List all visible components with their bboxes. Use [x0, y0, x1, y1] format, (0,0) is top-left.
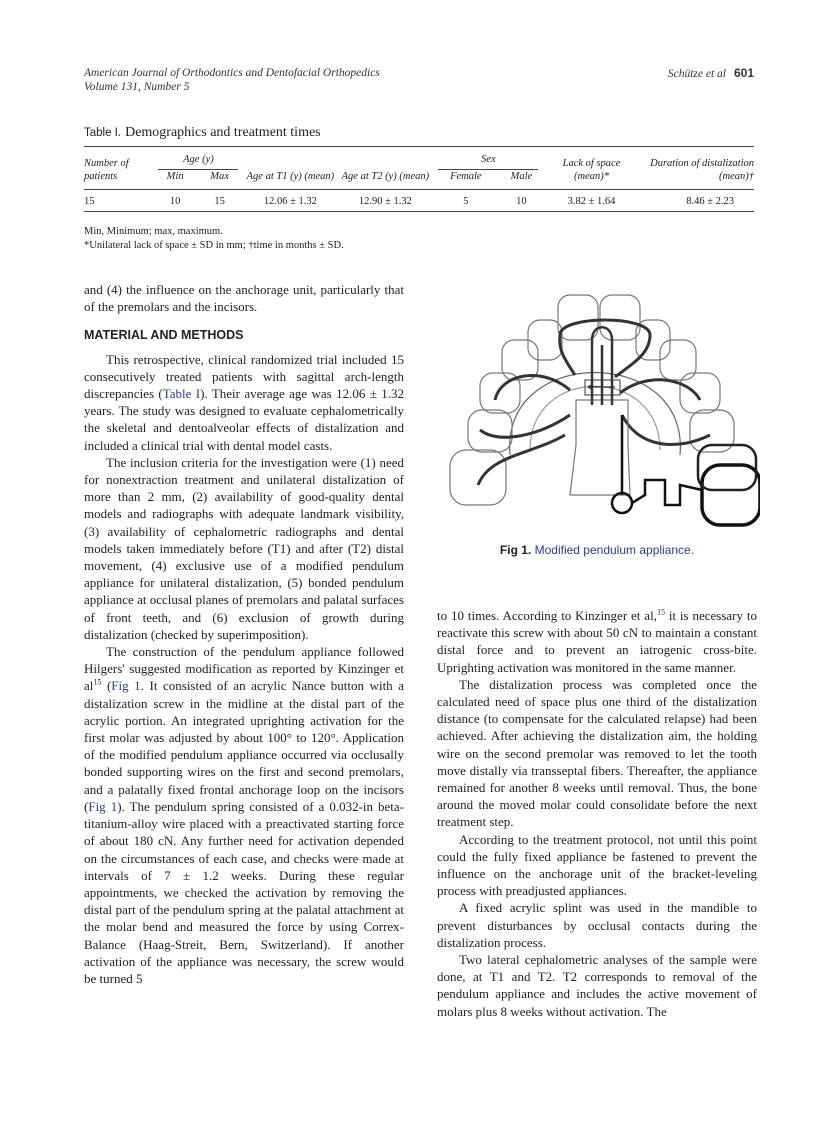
page-number: 601 — [733, 66, 754, 80]
table-link[interactable]: Table I — [162, 386, 201, 402]
paragraph: According to the treatment protocol, not until this point could the fully fixed appliance be fastened to prevent the influence on the anchorage unit of the bracket-leveling process with preadjusted appliances. — [437, 831, 757, 899]
cell-t1: 12.06 ± 1.32 — [263, 196, 317, 207]
authors: Schütze et al — [667, 68, 726, 80]
reference-link[interactable]: 15 — [93, 678, 102, 688]
th-age: Age (y) — [158, 153, 238, 170]
cell-t2: 12.90 ± 1.32 — [358, 196, 412, 207]
text: This retrospective, clinical randomized trial included 15 consecutively treated patients with sagittal arch-length discrepancies ( — [84, 351, 404, 402]
paragraph — [437, 607, 757, 676]
figure-label: Fig 1. — [499, 543, 532, 557]
th-female: Female — [450, 171, 482, 182]
reference-link[interactable]: 15 — [656, 607, 665, 617]
th-patients: Number of patients — [84, 158, 129, 182]
paragraph: A fixed acrylic splint was used in the mandible to prevent disturbances by occlusal contacts during the distalization process. — [437, 900, 757, 950]
left-column — [84, 281, 404, 987]
th-male: Male — [510, 171, 533, 182]
cell-male: 10 — [516, 196, 527, 207]
journal-name: American Journal of Orthodontics and Dentofacial Orthopedics — [84, 67, 380, 79]
paragraph: Two lateral cephalometric analyses of the sample were done, at T1 and T2. T2 corresponds to removal of the pendulum appliance and includes the active movement of molars plus 8 weeks without activation. The — [437, 952, 757, 1019]
cell-duration: 8.46 ± 2.23 — [686, 196, 734, 207]
th-lack: Lack of space (mean)* — [562, 158, 621, 182]
text: The construction of the pendulum appliance followed Hilgers' suggested modification as reported by Kinzinger et al — [84, 644, 404, 694]
figure-caption-text: Modified pendulum appliance. — [534, 543, 695, 557]
running-header-left — [84, 66, 380, 94]
th-min: Min — [166, 171, 184, 182]
th-age-t1: Age at T1 (y) (mean) — [246, 171, 335, 182]
paragraph: The construction of the pendulum appliance followed Hilgers' suggested modification as reported by Kinzinger et $al^{15}$ (Fig 1. It consisted of an acrylic Nance button with a distalization screw in the midline at the distal part of the acrylic portion. An integrated uprighting activation for the first molar was adjusted by about 100° to 120°. Application of the modified pendulum appliance occurred via occlusally bonded supporting wires on the first and second premolars, and a palatally fixed frontal anchorage loop on the incisors (Fig 1). The pendulum spring consisted of a 0.032-in beta-titanium-alloy wire placed with a preactivated starting force of about 180 cN. Any further need for activation depended on the circumstances of each case, and checks were made at intervals of 7 ± 1.2 weeks. During these regular appointments, we checked the activation by removing the distal part of the pendulum spring at the palatal attachment at the molar bend and measured the force by using Correx-Balance (Haag-Streit, Bern, Switzerland). If another activation of the appliance was necessary, the screw would be turned 5 — [84, 644, 405, 986]
cell-female: 5 — [463, 196, 469, 207]
table-row — [84, 190, 754, 212]
table-title — [84, 125, 321, 141]
text: ). Their average age was 12.06 ± 1.32 years. The study was designed to evaluate cephalometrically the skeletal and dentoalveolar effects of distalization and included a clinical trial with dental model casts. — [84, 386, 404, 453]
figure-caption — [437, 543, 757, 557]
table-label: Table I. — [84, 127, 122, 139]
th-max: Max — [210, 171, 229, 182]
text: ). The pendulum spring consisted of a 0.032-in beta-titanium-alloy wire placed with a preactivated starting force of about 180 cN. Any further need for activation depended on the circumstances of each case, and checks were made at intervals of 7 ± 1.2 weeks. During these regular appointments, we checked the activation by removing the distal part of the pendulum spring at the palatal attachment at the molar bend and measured the force by using Correx-Balance (Haag-Streit, Bern, Switzerland). If another activation of the appliance was necessary, the screw would be turned 5 — [84, 798, 405, 986]
th-sex: Sex — [438, 153, 538, 170]
text: it is necessary to reactivate this screw with about 50 cN to maintain a constant distal force and to prevent an iatrogenic cross-bite. Uprighting activation was monitored in the same manner. — [437, 608, 757, 675]
paragraph: and (4) the influence on the anchorage unit, particularly that of the premolars and the incisors. — [84, 282, 404, 315]
paragraph — [84, 351, 404, 454]
text: . It consisted of an acrylic Nance button with a distalization screw in the midline at the distal part of the acrylic portion. An integrated uprighting activation for the first molar was adjusted by about 100° to 120°. Application of the modified pendulum appliance occurred via occlusally bonded supporting wires on the first and second premolars, and a palatally fixed frontal anchorage loop on the incisors ( — [84, 678, 404, 814]
table-footnote-1: Min, Minimum; max, maximum. — [84, 226, 223, 237]
cell-min: 10 — [169, 196, 181, 207]
right-column — [437, 607, 757, 1020]
figure-link[interactable]: Fig 1 — [88, 798, 118, 814]
figure-link[interactable]: Fig 1 — [111, 678, 141, 694]
cell-lack: 3.82 ± 1.64 — [567, 196, 616, 207]
pendulum-appliance-figure — [440, 285, 760, 530]
paragraph: The distalization process was completed once the calculated need of space plus one third of the distalization distance (to compensate for the calculated relapse) had been achieved. After achieving the distalization aim, the holding wire on the second premolar was removed to let the tooth move distally via transseptal fibers. Thereafter, the appliance remained for another 8 weeks until removal. Thus, the bone around the moved molar could consolidate before the next treatment step. — [437, 676, 757, 830]
text: to 10 times. According to Kinzinger et al, — [437, 608, 657, 623]
table-footnote-2: *Unilateral lack of space ± SD in mm; †time in months ± SD. — [84, 240, 344, 251]
section-heading: MATERIAL AND METHODS — [84, 328, 244, 343]
journal-volume: Volume 131, Number 5 — [84, 81, 190, 93]
demographics-table — [84, 146, 754, 212]
th-duration: Duration of distalization (mean)† — [650, 158, 754, 182]
cell-patients: 15 — [84, 196, 95, 207]
cell-max: 15 — [214, 196, 225, 207]
table-caption: Demographics and treatment times — [125, 125, 321, 140]
th-age-t2: Age at T2 (y) (mean) — [341, 171, 430, 182]
running-header-right — [668, 66, 754, 81]
paragraph: The inclusion criteria for the investigation were (1) need for nonextraction treatment and unilateral distalization of more than 2 mm, (2) availability of good-quality dental models and radiographs with adequate landmark visibility, (3) availability of cephalometric radiographs and dental models taken immediately before (T1) and after (T2) distal movement, (4) exclusive use of a modified pendulum appliance for unilateral distalization, (5) bonded pendulum appliance at occlusal planes of premolars and palatal surfaces of front teeth, and (6) exclusion of growth during distalization (checked by superimposition). — [84, 454, 404, 642]
